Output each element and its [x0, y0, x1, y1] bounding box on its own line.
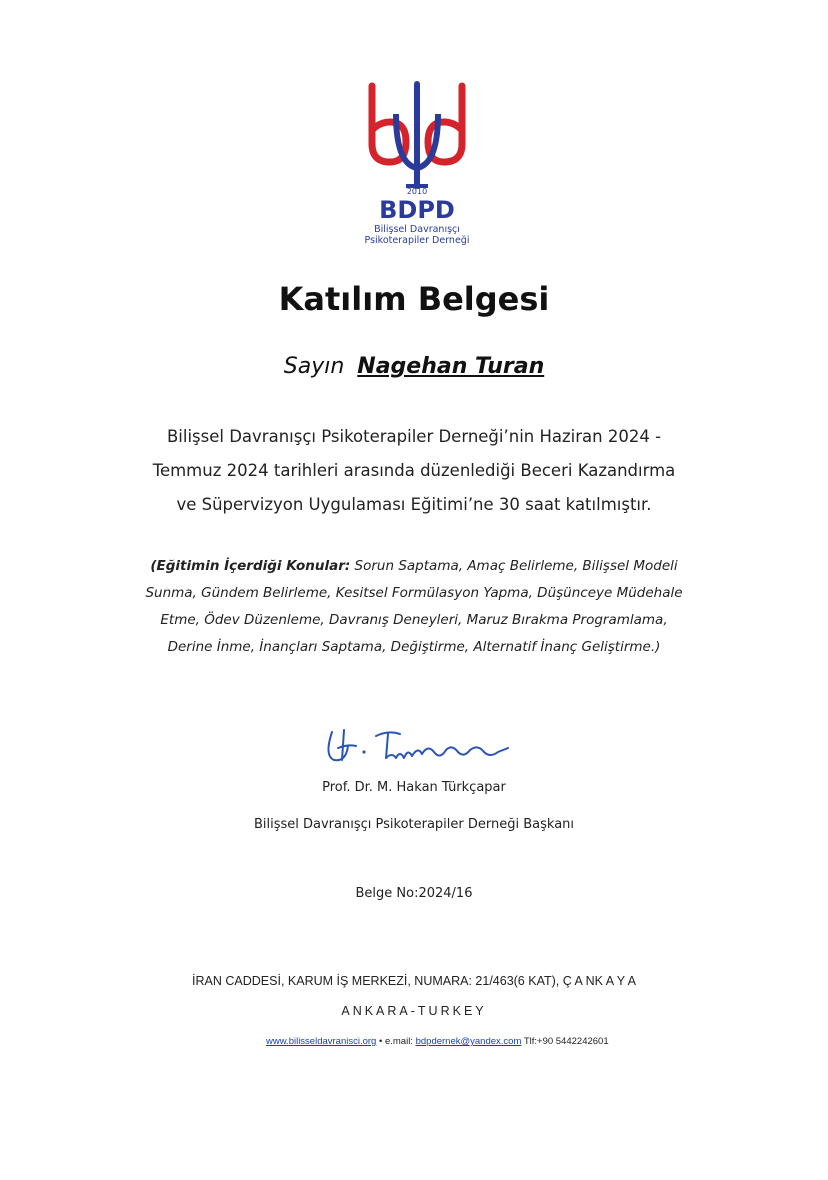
recipient-line [0, 354, 828, 379]
topics-text: Sorun Saptama, Amaç Belirleme, Bilişsel Modeli [350, 558, 678, 574]
signer-role: Bilişsel Davranışçı Psikoterapiler Derneği Başkanı [253, 817, 575, 832]
topics-line [108, 553, 720, 580]
website-link[interactable]: www.bilisseldavranisci.org [266, 1036, 377, 1047]
handwritten-signature-icon [318, 722, 514, 770]
topics-line: Sunma, Gündem Belirleme, Kesitsel Formülasyon Yapma, Düşünceye Müdehale [145, 585, 683, 601]
association-logo [356, 78, 478, 250]
certificate-title: Katılım Belgesi [278, 280, 550, 318]
topics-label: (Eğitimin İçerdiği Konular: [150, 558, 351, 574]
salutation: Sayın [283, 354, 345, 379]
certificate-body [110, 420, 718, 522]
logo-line2: Psikoterapiler Derneği [364, 235, 470, 246]
signer-name: Prof. Dr. M. Hakan Türkçapar [322, 780, 506, 795]
document-number: Belge No:2024/16 [355, 886, 473, 901]
email-link[interactable]: bdpdernek@yandex.com [415, 1036, 522, 1047]
body-line: ve Süpervizyon Uygulaması Eğitimi’ne 30 saat katılmıştır. [176, 495, 652, 514]
logo-line1: Bilişsel Davranışçı [374, 224, 460, 235]
email-label: • e.mail: [376, 1036, 416, 1047]
recipient-name: Nagehan Turan [357, 354, 545, 379]
bdpd-logo-icon [356, 78, 478, 250]
signature [318, 722, 514, 770]
footer-address: İRAN CADDESİ, KARUM İŞ MERKEZİ, NUMARA: 21/463(6 KAT), Ç A NK A Y A [192, 974, 636, 988]
footer-contact [266, 1036, 686, 1047]
topics-line: Etme, Ödev Düzenleme, Davranış Deneyleri, Maruz Bırakma Programlama, [160, 612, 668, 628]
footer-city: ANKARA-TURKEY [341, 1004, 487, 1018]
body-line: Bilişsel Davranışçı Psikoterapiler Derneği’nin Haziran 2024 - [166, 427, 662, 446]
body-line: Temmuz 2024 tarihleri arasında düzenlediği Beceri Kazandırma [152, 461, 676, 480]
logo-year: 2010 [406, 187, 428, 196]
topics-line: Derine İnme, İnançları Saptama, Değiştirme, Alternatif İnanç Geliştirme.) [167, 639, 661, 655]
phone-number: Tlf:+90 5442242601 [521, 1036, 609, 1047]
logo-acronym: BDPD [379, 196, 455, 224]
training-topics [108, 553, 720, 661]
